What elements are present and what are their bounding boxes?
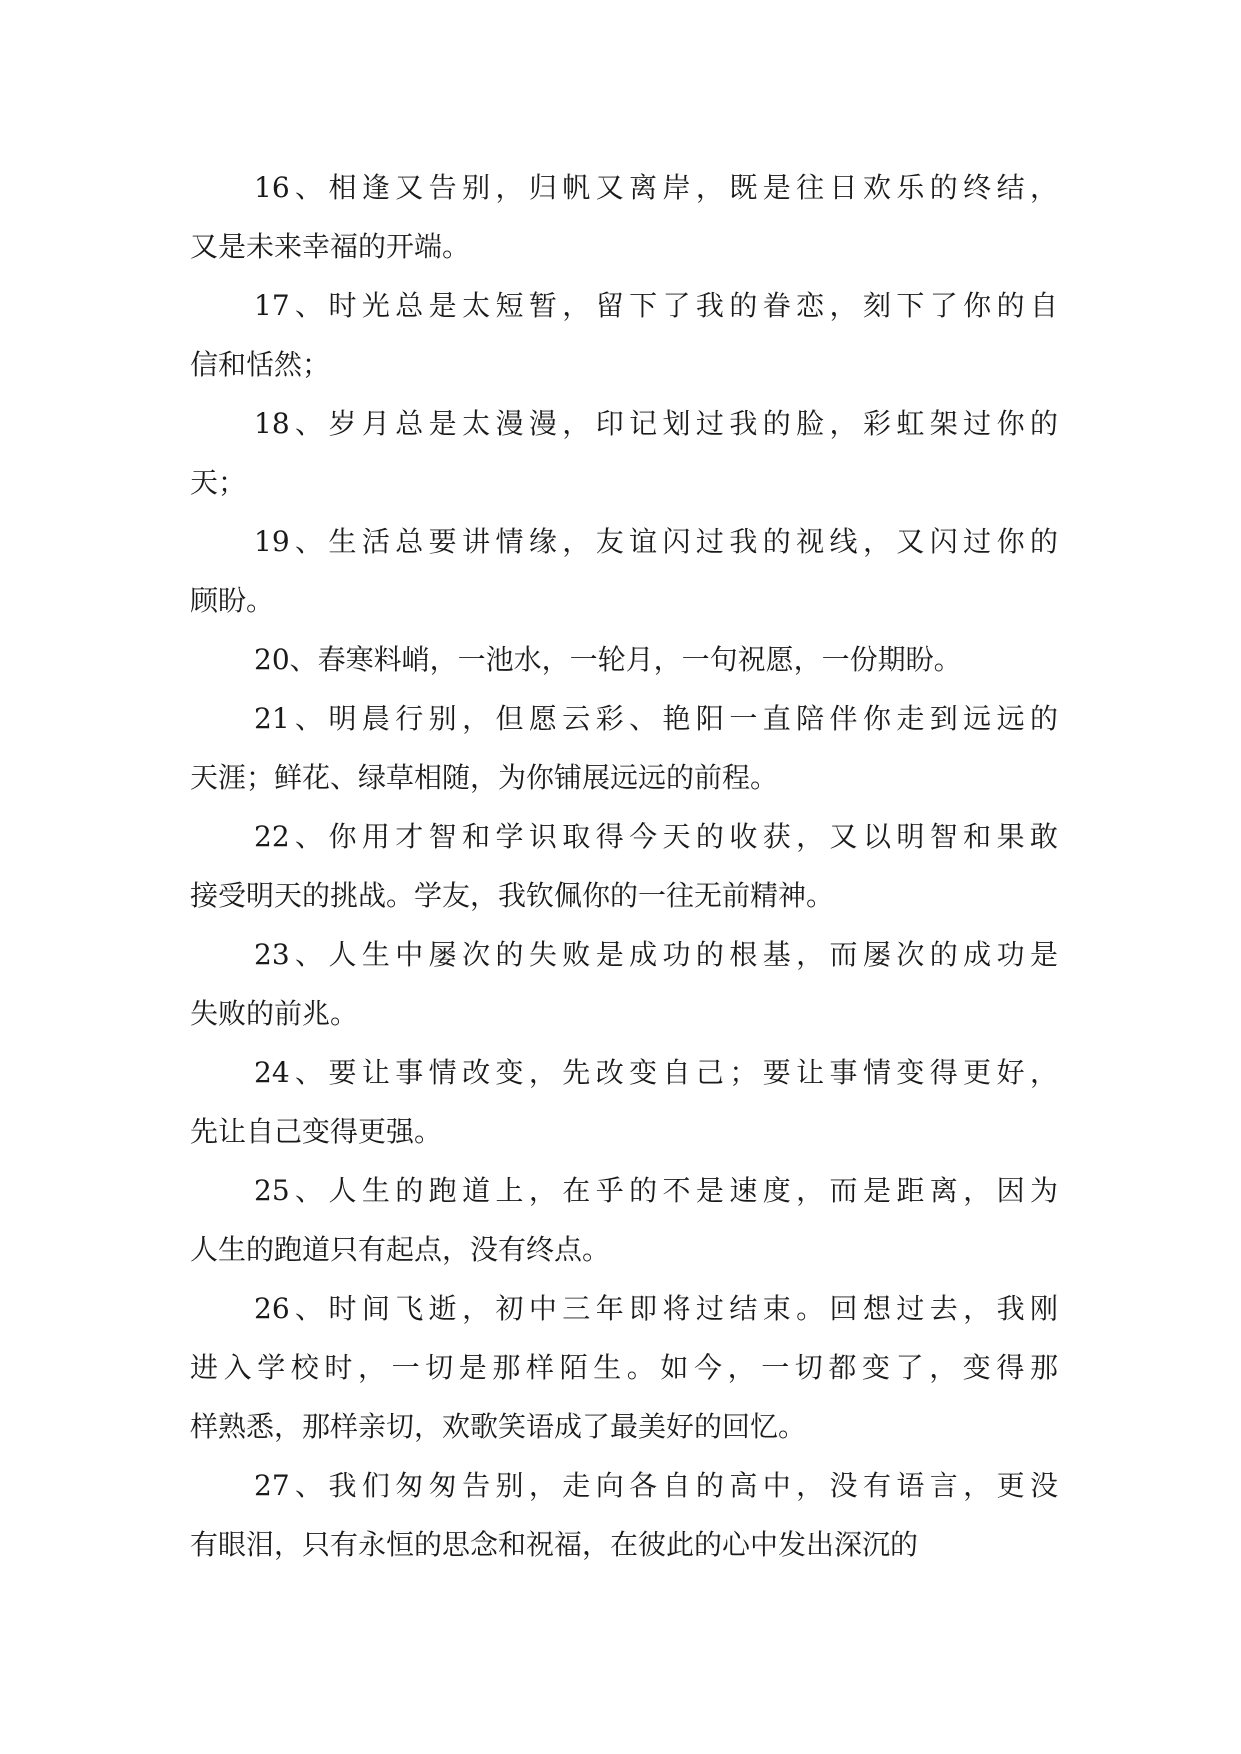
paragraph-line: 23、人生中屡次的失败是成功的根基，而屡次的成功是: [254, 938, 1058, 971]
paragraph-line: 21、明晨行别，但愿云彩、艳阳一直陪伴你走到远远的: [254, 702, 1058, 735]
paragraph-line: 25、人生的跑道上，在乎的不是速度，而是距离，因为: [254, 1174, 1058, 1207]
paragraph-line: 人生的跑道只有起点，没有终点。: [190, 1233, 611, 1266]
paragraph: [190, 158, 1058, 276]
document-body: [190, 158, 1058, 1574]
paragraph-line: 失败的前兆。: [190, 997, 359, 1030]
paragraph-line: 信和恬然；: [190, 348, 331, 381]
paragraph: [190, 394, 1058, 512]
paragraph: [190, 276, 1058, 394]
paragraph-line: 天；: [190, 466, 247, 499]
paragraph: [190, 1456, 1058, 1574]
paragraph-line: 又是未来幸福的开端。: [190, 230, 471, 263]
paragraph: [190, 630, 1058, 689]
paragraph: [190, 1043, 1058, 1161]
paragraph-line: 16、相逢又告别，归帆又离岸，既是往日欢乐的终结，: [254, 171, 1058, 204]
paragraph: [190, 512, 1058, 630]
paragraph-line: 进入学校时，一切是那样陌生。如今，一切都变了，变得那: [190, 1351, 1058, 1384]
paragraph-line: 先让自己变得更强。: [190, 1115, 443, 1148]
paragraph: [190, 1279, 1058, 1456]
paragraph-line: 有眼泪，只有永恒的思念和祝福，在彼此的心中发出深沉的: [190, 1528, 919, 1561]
paragraph-line: 接受明天的挑战。学友，我钦佩你的一往无前精神。: [190, 879, 835, 912]
paragraph-line: 27、我们匆匆告别，走向各自的高中，没有语言，更没: [254, 1469, 1058, 1502]
paragraph-line: 17、时光总是太短暂，留下了我的眷恋，刻下了你的自: [254, 289, 1058, 322]
paragraph: [190, 1161, 1058, 1279]
paragraph-line: 24、要让事情改变，先改变自己；要让事情变得更好，: [254, 1056, 1058, 1089]
paragraph-line: 18、岁月总是太漫漫，印记划过我的脸，彩虹架过你的: [254, 407, 1058, 440]
paragraph-line: 20、春寒料峭，一池水，一轮月，一句祝愿，一份期盼。: [254, 643, 962, 676]
paragraph: [190, 689, 1058, 807]
paragraph: [190, 925, 1058, 1043]
paragraph-line: 顾盼。: [190, 584, 275, 617]
paragraph-line: 天涯；鲜花、绿草相随，为你铺展远远的前程。: [190, 761, 779, 794]
paragraph-line: 26、时间飞逝，初中三年即将过结束。回想过去，我刚: [254, 1292, 1058, 1325]
paragraph-line: 22、你用才智和学识取得今天的收获，又以明智和果敢: [254, 820, 1058, 853]
paragraph-line: 样熟悉，那样亲切，欢歌笑语成了最美好的回忆。: [190, 1410, 807, 1443]
paragraph-line: 19、生活总要讲情缘，友谊闪过我的视线，又闪过你的: [254, 525, 1058, 558]
paragraph: [190, 807, 1058, 925]
